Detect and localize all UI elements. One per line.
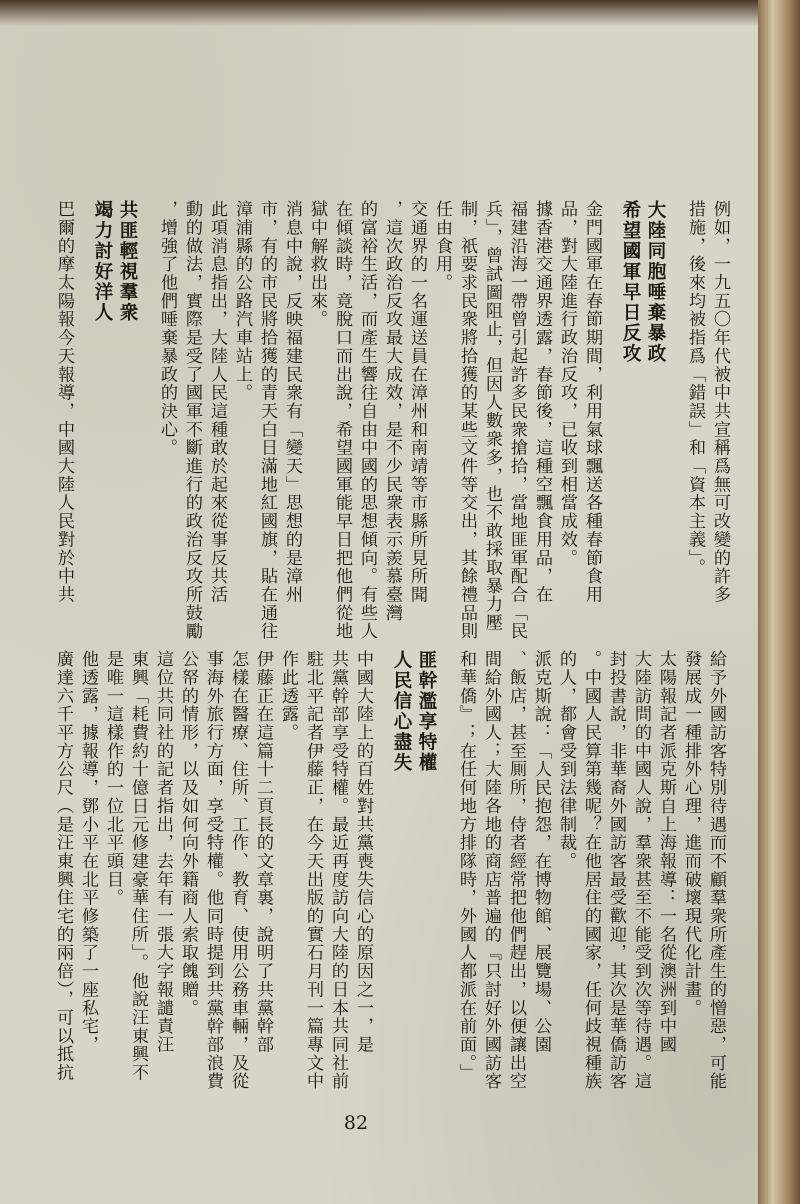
text-line: 封投書說，非華裔外國訪客最受歡迎，其次是華僑訪客	[606, 650, 626, 1091]
text-line: 的人，都會受到法律制裁。	[556, 650, 576, 871]
text-line: 給予外國訪客特別待遇而不顧羣衆所產生的憎惡，可能	[706, 650, 726, 1091]
text-line: 漳浦縣的公路汽車站上。	[232, 200, 252, 402]
text-line: 太陽報記者派克斯自上海報導：一名從澳洲到中國	[656, 650, 676, 1054]
text-line: 市，有的市民將拾獲的青天白日滿地紅國旗，貼在通往	[257, 200, 277, 641]
text-line: 交通界的一名運送員在漳州和南靖等市縣所見所聞	[407, 200, 427, 604]
text-line: 廣達六千平方公尺（是汪東興住宅的兩倍），可以抵抗	[53, 650, 73, 1082]
text-line: 例如，一九五〇年代被中共宣稱爲無可改變的許多	[710, 200, 730, 604]
text-line: ，這次政治反攻最大成效，是不少民衆表示羨慕臺灣	[382, 200, 402, 623]
text-line: 間給外國人；大陸各地的商店普遍的『只討好外國訪客	[481, 650, 501, 1091]
text-line: 福建沿海一帶曾引起許多民衆搶拾，當地匪軍配合「民	[507, 200, 527, 641]
text-line: 事海外旅行方面，享受特權。他同時提到共黨幹部浪費	[203, 650, 223, 1091]
text-line: 品，對大陸進行政治反攻，已收到相當成效。	[557, 200, 577, 567]
text-line: 獄中解救出來。	[307, 200, 327, 329]
text-line: 制，祇要求民衆將拾獲的某些文件等交出，其餘禮品則	[457, 200, 477, 641]
text-line: 怎樣在醫療、住所、工作、教育、使用公務車輛，及從	[228, 650, 248, 1091]
text-line: 。中國人民算第幾呢？在他居住的國家，任何歧視種族	[581, 650, 601, 1091]
section-heading: 希望國軍早日反攻	[620, 200, 641, 364]
text-line: 在傾談時，竟脫口而出說，希望國軍能早日把他們從地	[332, 200, 352, 641]
section-heading: 竭力討好洋人	[92, 200, 113, 323]
text-line: 東興「耗費約十億日元修建豪華住所」。他說汪東興不	[128, 650, 148, 1082]
text-line: 此項消息指出，大陸人民這種敢於起來從事反共活	[207, 200, 227, 604]
section-heading: 人民信心盡失	[391, 650, 412, 773]
text-line: 公帑的情形，以及如何向外籍商人索取餽贈。	[178, 650, 198, 1017]
lower-text-block	[50, 650, 728, 1091]
section-heading: 共匪輕視羣衆	[117, 200, 138, 323]
section-heading: 大陸同胞唾棄暴政	[645, 200, 666, 364]
text-line: 巴爾的摩太陽報今天報導，中國大陸人民對於中共	[54, 200, 74, 604]
text-line: 他透露，據報導，鄧小平在北平修築了一座私宅，	[78, 650, 98, 1054]
text-line: 動的做法，實際是受了國軍不斷進行的政治反攻所鼓勵	[182, 200, 202, 641]
page-number: 82	[343, 1112, 369, 1134]
text-line: 駐北平記者伊藤正，在今天出版的實石月刊一篇專文中	[303, 650, 323, 1091]
text-line: 任由食用。	[432, 200, 452, 292]
text-line: 中國大陸上的百姓對共黨喪失信心的原因之一，是	[353, 650, 373, 1054]
text-line: 消息中說，反映福建民衆有「變天」思想的是漳州	[282, 200, 302, 604]
book-spine	[758, 0, 800, 1204]
text-line: 金門國軍在春節期間，利用氣球飄送各種春節食用	[582, 200, 602, 604]
text-line: 派克斯說：「人民抱怨，在博物館、展覽場、公園	[531, 650, 551, 1054]
upper-text-block	[51, 200, 732, 641]
text-line: 的富裕生活，而產生響往自由中國的思想傾向。有些人	[357, 200, 377, 641]
text-line: 措施，後來均被指爲「錯誤」和「資本主義」。	[685, 200, 705, 577]
text-line: 是唯一這樣作的一位北平頭目。	[103, 650, 123, 907]
text-line: 發展成一種排外心理，進而破壞現代化計畫。	[681, 650, 701, 1017]
text-line: ，增強了他們唾棄暴政的決心。	[157, 200, 177, 457]
text-line: 共黨幹部享受特權。最近再度訪向大陸的日本共同社前	[328, 650, 348, 1091]
text-line: 伊藤正在這篇十二頁長的文章裏，說明了共黨幹部	[253, 650, 273, 1054]
text-line: 兵」，曾試圖阻止，但因人數衆多，也不敢採取暴力壓	[482, 200, 502, 632]
text-line: 這位共同社的記者指出，去年有一張大字報譴責汪	[153, 650, 173, 1054]
page-top-shadow	[0, 0, 800, 26]
text-line: 據香港交通界透露，春節後，這種空飄食用品，在	[532, 200, 552, 604]
section-heading: 匪幹濫享特權	[416, 650, 437, 773]
text-line: 作此透露。	[278, 650, 298, 742]
text-line: 和華僑』；在任何地方排隊時，外國人都派在前面。」	[456, 650, 476, 1082]
text-line: 大陸訪問的中國人說，羣衆甚至不能受到次等待遇。這	[631, 650, 651, 1091]
text-line: 、飯店，甚至厠所，侍者經常把他們趕出，以便讓出空	[506, 650, 526, 1091]
